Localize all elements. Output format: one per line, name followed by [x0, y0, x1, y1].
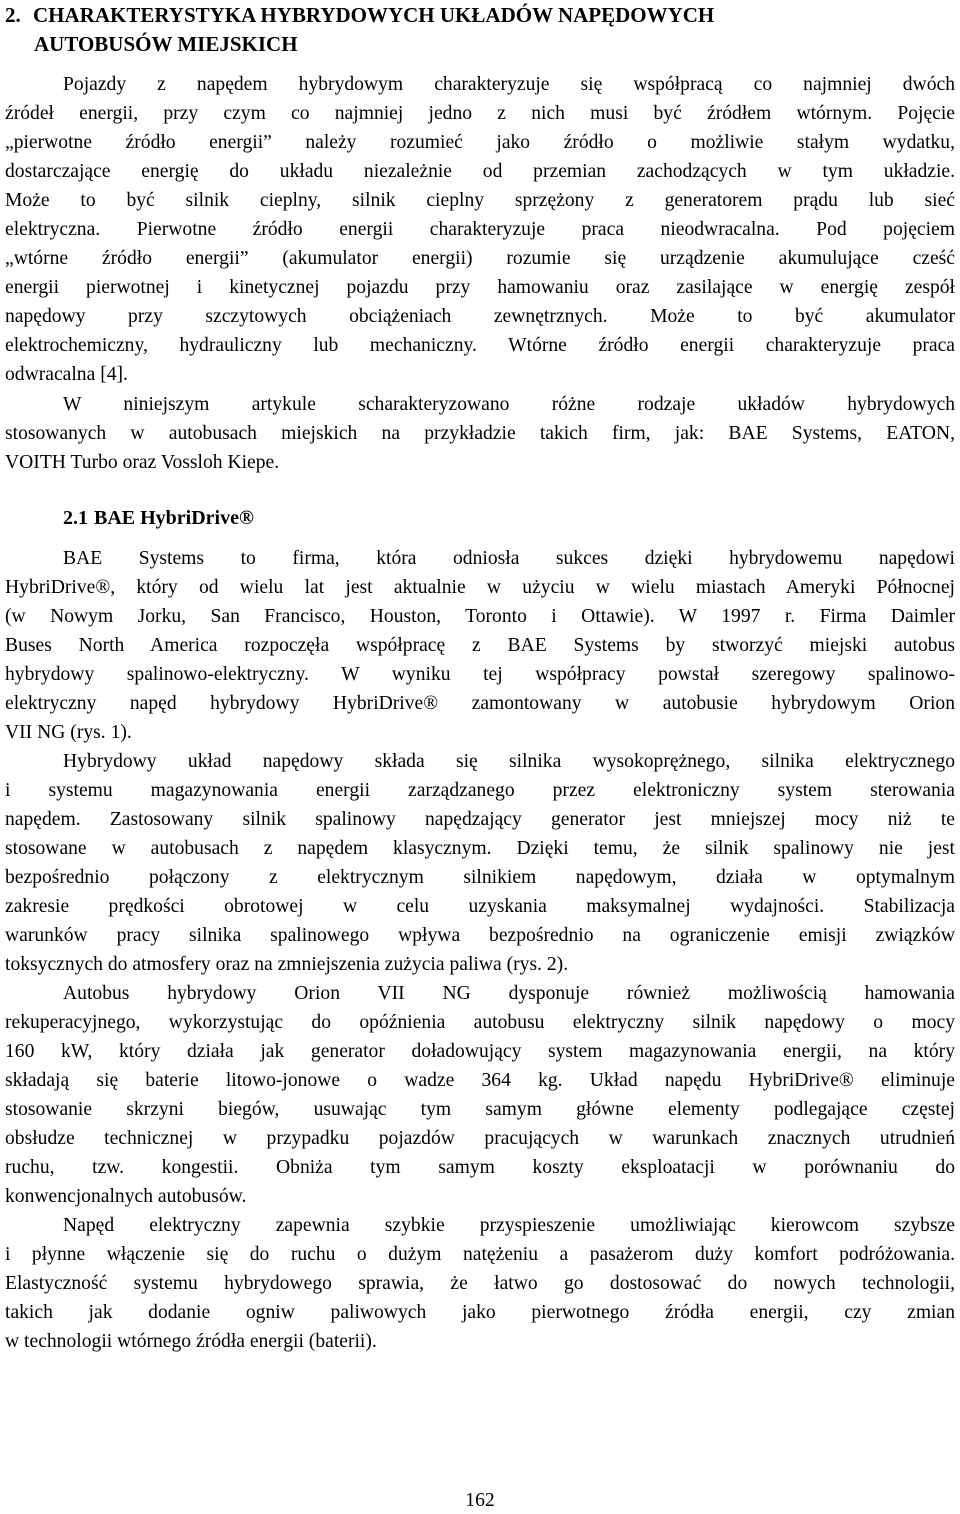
- text-line: stosowanie skrzyni biegów, usuwając tym samym główne elementy podlegające częstej: [5, 1099, 955, 1120]
- text-line: Elastyczność systemu hybrydowego sprawia, że łatwo go dostosować do nowych technologii,: [5, 1273, 955, 1294]
- text-line: dostarczające energię do układu niezależnie od przemian zachodzących w tym układzie.: [5, 161, 955, 182]
- text-line: Może to być silnik cieplny, silnik cieplny sprzężony z generatorem prądu lub sieć: [5, 190, 955, 211]
- section-heading: [5, 1, 714, 59]
- text-line: W niniejszym artykule scharakteryzowano różne rodzaje układów hybrydowych: [63, 394, 955, 415]
- section-number: 2.: [5, 3, 21, 27]
- text-line: Napęd elektryczny zapewnia szybkie przyspieszenie umożliwiając kierowcom szybsze: [63, 1215, 955, 1236]
- text-line: i systemu magazynowania energii zarządzanego przez elektroniczny system sterowania: [5, 780, 955, 801]
- text-line: energii pierwotnej i kinetycznej pojazdu przy hamowaniu oraz zasilające w energię zespół: [5, 277, 955, 298]
- body-paragraph-2: [5, 747, 955, 979]
- body-paragraph-3: [5, 979, 955, 1211]
- text-line: napędem. Zastosowany silnik spalinowy napędzający generator jest mniejszej mocy niż te: [5, 809, 955, 830]
- subsection-title: BAE HybriDrive®: [94, 507, 254, 529]
- text-line: składają się baterie litowo-jonowe o wadze 364 kg. Układ napędu HybriDrive® eliminuje: [5, 1070, 955, 1091]
- subsection-heading: [63, 504, 254, 533]
- text-line: takich jak dodanie ogniw paliwowych jako pierwotnego źródła energii, czy zmian: [5, 1302, 955, 1323]
- subsection-number: 2.1: [63, 507, 88, 529]
- text-line: „pierwotne źródło energii” należy rozumieć jako źródło o możliwie stałym wydatku,: [5, 132, 955, 153]
- text-line: elektryczna. Pierwotne źródło energii charakteryzuje praca nieodwracalna. Pod pojęciem: [5, 219, 955, 240]
- text-line: HybriDrive®, który od wielu lat jest aktualnie w użyciu w wielu miastach Ameryki Północnej: [5, 577, 955, 598]
- text-line: bezpośrednio połączony z elektrycznym silnikiem napędowym, działa w optymalnym: [5, 867, 955, 888]
- body-paragraph-4: [5, 1211, 955, 1356]
- text-line: rekuperacyjnego, wykorzystując do opóźnienia autobusu elektryczny silnik napędowy o mocy: [5, 1012, 955, 1033]
- text-line: Buses North America rozpoczęła współpracę z BAE Systems by stworzyć miejski autobus: [5, 635, 955, 656]
- text-line: i płynne włączenie się do ruchu o dużym natężeniu a pasażerom duży komfort podróżowania.: [5, 1244, 955, 1265]
- text-line: hybrydowy spalinowo-elektryczny. W wyniku tej współpracy powstał szeregowy spalinowo-: [5, 664, 955, 685]
- section-title-line-2: AUTOBUSÓW MIEJSKICH: [34, 32, 298, 56]
- text-line: Autobus hybrydowy Orion VII NG dysponuje również możliwością hamowania: [63, 983, 955, 1004]
- text-line: elektryczny napęd hybrydowy HybriDrive® zamontowany w autobusie hybrydowym Orion: [5, 693, 955, 714]
- text-line: napędowy przy szczytowych obciążeniach zewnętrznych. Może to być akumulator: [5, 306, 955, 327]
- section-title-line-1: CHARAKTERYSTYKA HYBRYDOWYCH UKŁADÓW NAPĘDOWYCH: [33, 3, 715, 27]
- page-number: 162: [465, 1490, 495, 1511]
- text-line: warunków pracy silnika spalinowego wpływa bezpośrednio na ograniczenie emisji związków: [5, 925, 955, 946]
- text-line: 160 kW, który działa jak generator doładowujący system magazynowania energii, na który: [5, 1041, 955, 1062]
- text-line: VOITH Turbo oraz Vossloh Kiepe.: [5, 452, 280, 473]
- text-line: ruchu, tzw. kongestii. Obniża tym samym koszty eksploatacji w porównaniu do: [5, 1157, 955, 1178]
- intro-paragraph-2: [5, 390, 955, 477]
- text-line: stosowane w autobusach z napędem klasycznym. Dzięki temu, że silnik spalinowy nie jest: [5, 838, 955, 859]
- text-line: elektrochemiczny, hydrauliczny lub mechaniczny. Wtórne źródło energii charakteryzuje praca: [5, 335, 955, 356]
- text-line: konwencjonalnych autobusów.: [5, 1186, 247, 1207]
- text-line: toksycznych do atmosfery oraz na zmniejszenia zużycia paliwa (rys. 2).: [5, 954, 569, 975]
- text-line: odwracalna [4].: [5, 364, 128, 385]
- body-paragraph-1: [5, 544, 955, 747]
- text-line: Pojazdy z napędem hybrydowym charakteryzuje się współpracą co najmniej dwóch: [63, 74, 955, 95]
- text-line: obsłudze technicznej w przypadku pojazdów pracujących w warunkach znacznych utrudnień: [5, 1128, 955, 1149]
- text-line: Hybrydowy układ napędowy składa się silnika wysokoprężnego, silnika elektrycznego: [63, 751, 955, 772]
- text-line: BAE Systems to firma, która odniosła sukces dzięki hybrydowemu napędowi: [63, 548, 955, 569]
- text-line: (w Nowym Jorku, San Francisco, Houston, Toronto i Ottawie). W 1997 r. Firma Daimler: [5, 606, 955, 627]
- text-line: w technologii wtórnego źródła energii (baterii).: [5, 1331, 377, 1352]
- text-line: źródeł energii, przy czym co najmniej jedno z nich musi być źródłem wtórnym. Pojęcie: [5, 103, 955, 124]
- text-line: „wtórne źródło energii” (akumulator energii) rozumie się urządzenie akumulujące cześć: [5, 248, 955, 269]
- text-line: zakresie prędkości obrotowej w celu uzyskania maksymalnej wydajności. Stabilizacja: [5, 896, 955, 917]
- text-line: stosowanych w autobusach miejskich na przykładzie takich firm, jak: BAE Systems, EATON,: [5, 423, 955, 444]
- intro-paragraph-1: [5, 70, 955, 389]
- text-line: VII NG (rys. 1).: [5, 722, 132, 743]
